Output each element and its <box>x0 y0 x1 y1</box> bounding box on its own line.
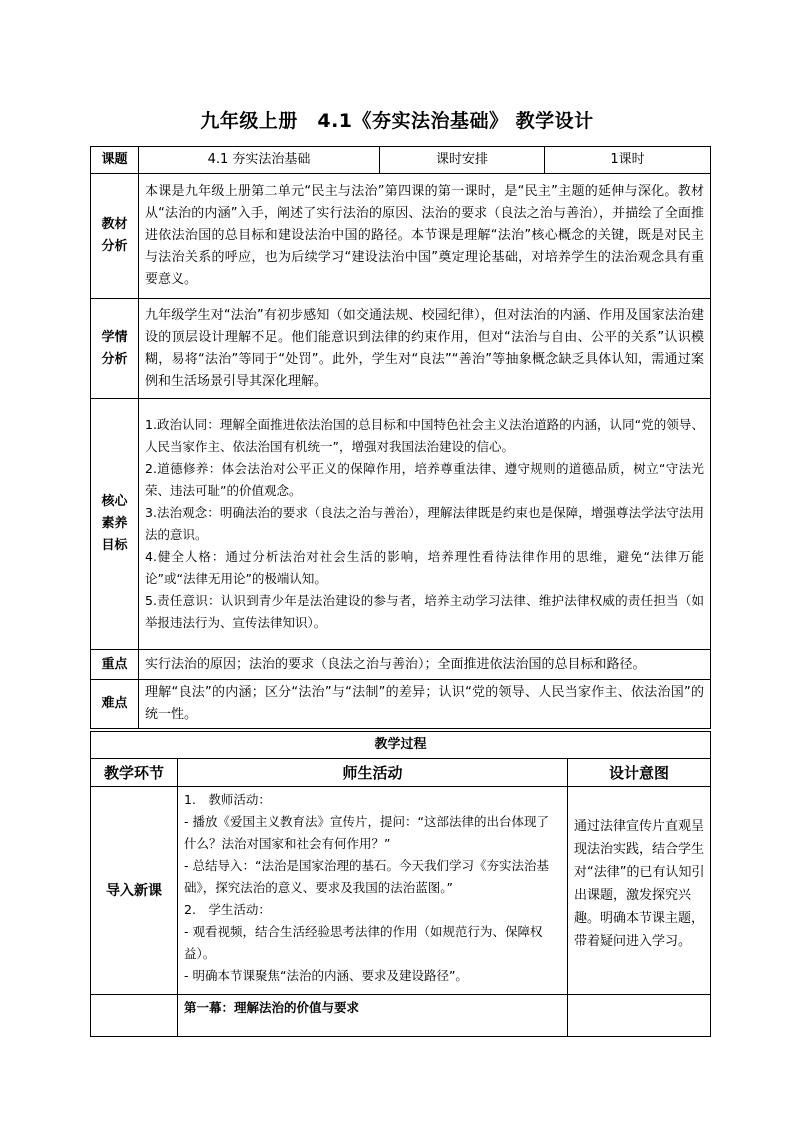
next-stage-cell <box>91 995 178 1037</box>
activity-line: - 总结导入：“法治是国家治理的基石。今天我们学习《夯实法治基础》，探究法治的意义、要求及我国的法治蓝图。” <box>184 858 549 895</box>
column-header-stage: 教学环节 <box>91 759 178 787</box>
student-analysis-text: 九年级学生对“法治”有初步感知（如交通法规、校园纪律），但对法治的内涵、作用及国家法治建设的顶层设计理解不足。他们能意识到法律的约束作用，但对“法治与自由、公平的关系”认识模糊，易将“法治”等同于“处罚”。此外，学生对“良法”“善治”等抽象概念缺乏具体认知，需通过案例和生活场景引导其深化理解。 <box>139 299 711 399</box>
act-one-heading: 第一幕：理解法治的价值与要求 <box>178 995 568 1037</box>
activity-line: - 播放《爱国主义教育法》宣传片，提问：“这部法律的出台体现了什么？法治对国家和社会有何作用？” <box>184 814 549 851</box>
document-title: 九年级上册 4.1《夯实法治基础》 教学设计 <box>200 110 594 132</box>
goal-item: 2.道德修养：体会法治对公平正义的保障作用，培养尊重法律、遵守规则的道德品质，树立“守法光荣、违法可耻”的价值观念。 <box>145 461 704 498</box>
activity-line: - 观看视频，结合生活经验思考法律的作用（如规范行为、保障权益）。 <box>184 924 543 961</box>
label-line: 素养 <box>101 516 128 531</box>
column-header-activities: 师生活动 <box>178 759 568 787</box>
label-line: 分析 <box>101 351 128 367</box>
goal-item: 3.法治观念：明确法治的要求（良法之治与善治），理解法律既是约束也是保障，增强尊法学法守法用法的意识。 <box>145 505 704 542</box>
intro-intent: 通过法律宣传片直观呈现法治实践，结合学生对“法律”的已有认知引出课题，激发探究兴趣。明确本节课主题，带着疑问进入学习。 <box>568 787 711 995</box>
schedule-label: 课时安排 <box>380 147 545 174</box>
core-goals-label <box>91 399 139 650</box>
stage-intro: 导入新课 <box>91 787 178 995</box>
goal-item: 5.责任意识：认识到青少年是法治建设的参与者，培养主动学习法律、维护法律权威的责任担当（如举报违法行为、宣传法律知识）。 <box>145 593 704 630</box>
topic-value: 4.1 夯实法治基础 <box>139 147 380 174</box>
core-goals-list <box>139 399 711 650</box>
teaching-process-table <box>90 731 711 1037</box>
difficulties-text: 理解“良法”的内涵；区分“法治”与“法制”的差异；认识“党的领导、人民当家作主、依法治国”的统一性。 <box>139 680 711 729</box>
column-header-intent: 设计意图 <box>568 759 711 787</box>
schedule-value: 1课时 <box>545 147 711 174</box>
activity-line: 1. 教师活动： <box>184 792 271 807</box>
process-heading: 教学过程 <box>91 732 711 759</box>
activity-line: 2. 学生活动： <box>184 902 271 917</box>
difficulties-label: 难点 <box>91 680 139 729</box>
textbook-analysis-label <box>91 174 139 299</box>
label-line: 学情 <box>101 329 128 345</box>
label-line: 教材 <box>101 217 128 232</box>
key-points-text: 实行法治的原因；法治的要求（良法之治与善治）；全面推进依法治国的总目标和路径。 <box>139 650 711 680</box>
label-line: 目标 <box>101 538 128 553</box>
lesson-info-table <box>90 146 711 729</box>
student-analysis-label <box>91 299 139 399</box>
goal-item: 4.健全人格：通过分析法治对社会生活的影响，培养理性看待法律作用的思维，避免“法律万能论”或“法律无用论”的极端认知。 <box>145 549 704 586</box>
label-line: 分析 <box>101 239 128 254</box>
textbook-analysis-text: 本课是九年级上册第二单元“民主与法治”第四课的第一课时，是“民主”主题的延伸与深化。教材从“法治的内涵”入手，阐述了实行法治的原因、法治的要求（良法之治与善治），并描绘了全面推进依法治国的总目标和建设法治中国的路径。本节课是理解“法治”核心概念的关键，既是对民主与法治关系的呼应，也为后续学习“建设法治中国”奠定理论基础，对培养学生的法治观念具有重要意义。 <box>139 174 711 299</box>
activity-line: - 明确本节课聚焦“法治的内涵、要求及建设路径”。 <box>184 968 468 983</box>
label-line: 核心 <box>101 494 128 509</box>
intro-activities <box>178 787 568 995</box>
key-points-label: 重点 <box>91 650 139 680</box>
topic-label: 课题 <box>91 147 139 174</box>
next-intent-cell <box>568 995 711 1037</box>
goal-item: 1.政治认同：理解全面推进依法治国的总目标和中国特色社会主义法治道路的内涵，认同“党的领导、人民当家作主、依法治国有机统一”，增强对我国法治建设的信心。 <box>145 417 704 454</box>
